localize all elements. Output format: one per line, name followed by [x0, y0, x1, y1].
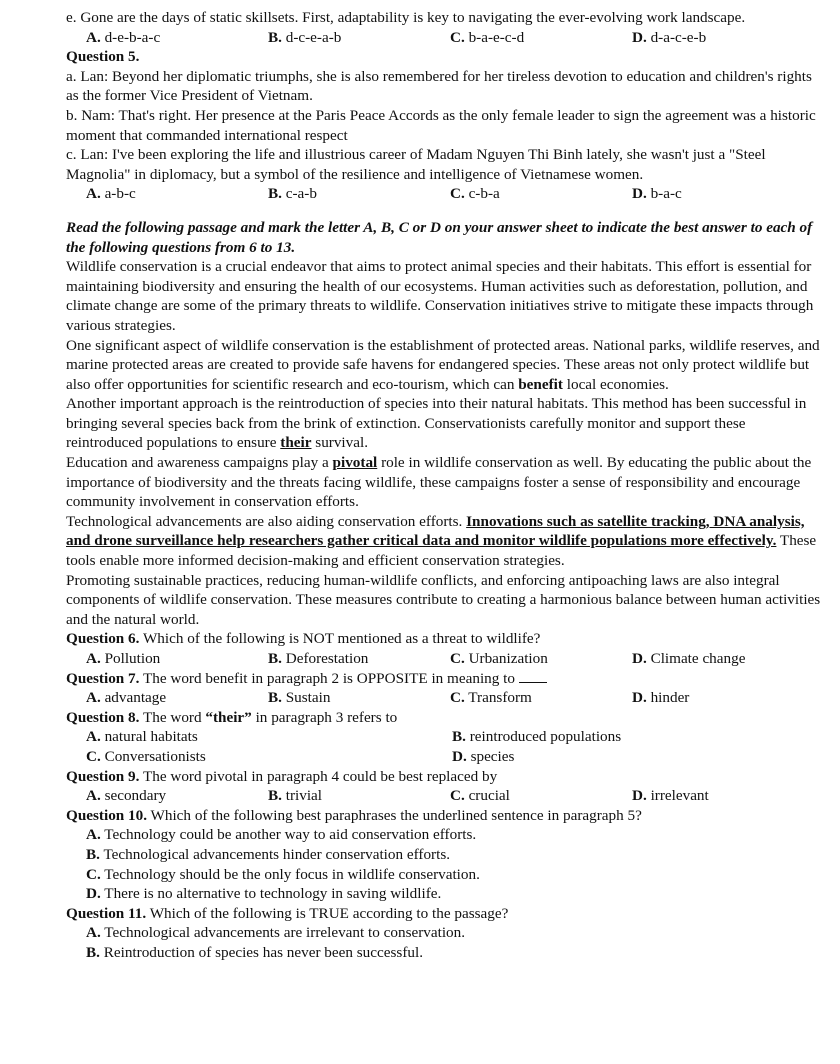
- q8-stem: Question 8. The word “their” in paragraph 3 refers to: [66, 708, 398, 726]
- q7-option-d[interactable]: D. hinder: [632, 689, 690, 707]
- q7-option-a[interactable]: A. advantage: [86, 689, 167, 707]
- q7-option-b[interactable]: B. Sustain: [268, 689, 331, 707]
- q10-stem: Question 10. Which of the following best paraphrases the underlined sentence in paragraph 5?: [66, 806, 642, 824]
- q5-option-b[interactable]: B. c-a-b: [268, 185, 317, 203]
- q5-line-a: a. Lan: Beyond her diplomatic triumphs, she is also remembered for her tireless devotion to education and children's rights as the former Vice President of Vietnam.: [66, 67, 812, 105]
- underlined-sentence: Innovations such as satellite tracking, DNA analysis, and drone surveillance help researchers gather critical data and monitor wildlife populations more effectively.: [66, 512, 805, 550]
- q5-line-c: c. Lan: I've been exploring the life and illustrious career of Madam Nguyen Thi Binh lately, she wasn't just a "Steel Magnolia" in diplomacy, but a symbol of the resilience and intelligence of Vietnamese women.: [66, 146, 766, 183]
- q11-option-b[interactable]: B. Reintroduction of species has never been successful.: [86, 943, 423, 961]
- passage-paragraph-3: Another important approach is the reintroduction of species into their natural habitats. This method has been successful in bringing several species back from the brink of extinction. Conservationists carefully monitor and support these reintroduced populations to ensure their survival.: [66, 395, 807, 452]
- q11-option-a[interactable]: A. Technological advancements are irrelevant to conservation.: [86, 924, 466, 942]
- reading-instruction: Read the following passage and mark the letter A, B, C or D on your answer sheet to indicate the best answer to each of the following questions from 6 to 13.: [66, 218, 813, 256]
- q6-option-d[interactable]: D. Climate change: [632, 650, 746, 667]
- passage-paragraph-2: One significant aspect of wildlife conservation is the establishment of protected areas. National parks, wildlife reserves, and marine protected areas are created to provide safe havens for endangered species. These areas not only protect wildlife but also offer opportunities for scientific research and eco-tourism, which can benefit local economies.: [66, 336, 820, 393]
- q10-option-a[interactable]: A. Technology could be another way to aid conservation efforts.: [86, 826, 477, 844]
- q4-line-e: e. Gone are the days of static skillsets. First, adaptability is key to navigating the ever-evolving work landscape.: [66, 9, 746, 26]
- keyword-pivotal: pivotal: [332, 454, 378, 472]
- q9-option-b[interactable]: B. trivial: [268, 787, 323, 805]
- q8-option-c[interactable]: C. Conversationists: [86, 747, 206, 765]
- q4-option-d[interactable]: D. d-a-c-e-b: [632, 28, 707, 46]
- q7-option-c[interactable]: C. Transform: [450, 689, 532, 707]
- keyword-benefit: benefit: [518, 375, 563, 393]
- q8-options: [66, 727, 822, 766]
- q6-options: [66, 649, 822, 669]
- q5-options: [66, 184, 822, 204]
- passage-paragraph-5: Technological advancements are also aiding conservation efforts. Innovations such as satellite tracking, DNA analysis, and drone surveillance help researchers gather critical data and monitor wildlife populations more effectively. These tools enable more informed decision-making and efficient conservation strategies.: [66, 512, 817, 570]
- q8-option-d[interactable]: D. species: [452, 747, 515, 765]
- q8-option-b[interactable]: B. reintroduced populations: [452, 728, 622, 746]
- q10-option-b[interactable]: B. Technological advancements hinder conservation efforts.: [86, 845, 451, 863]
- q9-option-d[interactable]: D. irrelevant: [632, 787, 709, 805]
- keyword-their: their: [280, 434, 312, 452]
- passage-paragraph-6: Promoting sustainable practices, reducing human-wildlife conflicts, and enforcing antipoaching laws are also integral components of wildlife conservation. These measures contribute to creating a harmonious balance between human activities and the natural world.: [66, 571, 821, 628]
- q5-option-d[interactable]: D. b-a-c: [632, 185, 682, 203]
- q6-option-a[interactable]: A. Pollution: [86, 650, 161, 667]
- passage-paragraph-1: Wildlife conservation is a crucial endeavor that aims to protect animal species and their habitats. This effort is essential for maintaining biodiversity and ensuring the health of our ecosystems. Human activities such as deforestation, pollution, and climate change are some of the primary threats to wildlife. Conservation initiatives strive to mitigate these impacts through various strategies.: [66, 258, 814, 334]
- q9-option-c[interactable]: C. crucial: [450, 787, 510, 805]
- q9-stem: Question 9. The word pivotal in paragraph 4 could be best replaced by: [66, 767, 498, 785]
- q4-options: [66, 28, 822, 48]
- q4-option-b[interactable]: B. d-c-e-a-b: [268, 28, 342, 46]
- q7-options: [66, 688, 822, 708]
- q4-option-c[interactable]: C. b-a-e-c-d: [450, 28, 525, 46]
- q4-option-a[interactable]: A. d-e-b-a-c: [86, 28, 161, 46]
- q7-stem: Question 7. The word benefit in paragraph 2 is OPPOSITE in meaning to: [66, 669, 822, 689]
- q6-stem: Question 6. Which of the following is NOT mentioned as a threat to wildlife?: [66, 630, 541, 648]
- q10-option-c[interactable]: C. Technology should be the only focus in wildlife conservation.: [86, 865, 480, 883]
- q5-line-b: b. Nam: That's right. Her presence at the Paris Peace Accords as the only female leader to sign the agreement was a historic moment that commanded international respect: [66, 106, 816, 144]
- q5-title: Question 5.: [66, 48, 140, 66]
- q9-option-a[interactable]: A. secondary: [86, 787, 167, 805]
- q6-option-b[interactable]: B. Deforestation: [268, 650, 369, 667]
- q5-option-a[interactable]: A. a-b-c: [86, 185, 136, 203]
- q6-option-c[interactable]: C. Urbanization: [450, 650, 548, 667]
- q9-options: [66, 786, 822, 806]
- answer-blank: [519, 670, 547, 683]
- q10-option-d[interactable]: D. There is no alternative to technology in saving wildlife.: [86, 885, 442, 903]
- q8-option-a[interactable]: A. natural habitats: [86, 728, 198, 746]
- q11-stem: Question 11. Which of the following is TRUE according to the passage?: [66, 904, 509, 922]
- passage-paragraph-4: Education and awareness campaigns play a pivotal role in wildlife conservation as well. By educating the public about the importance of biodiversity and the threats facing wildlife, these campaigns foster a sense of responsibility and encourage community involvement in conservation efforts.: [66, 454, 812, 511]
- q5-option-c[interactable]: C. c-b-a: [450, 185, 500, 203]
